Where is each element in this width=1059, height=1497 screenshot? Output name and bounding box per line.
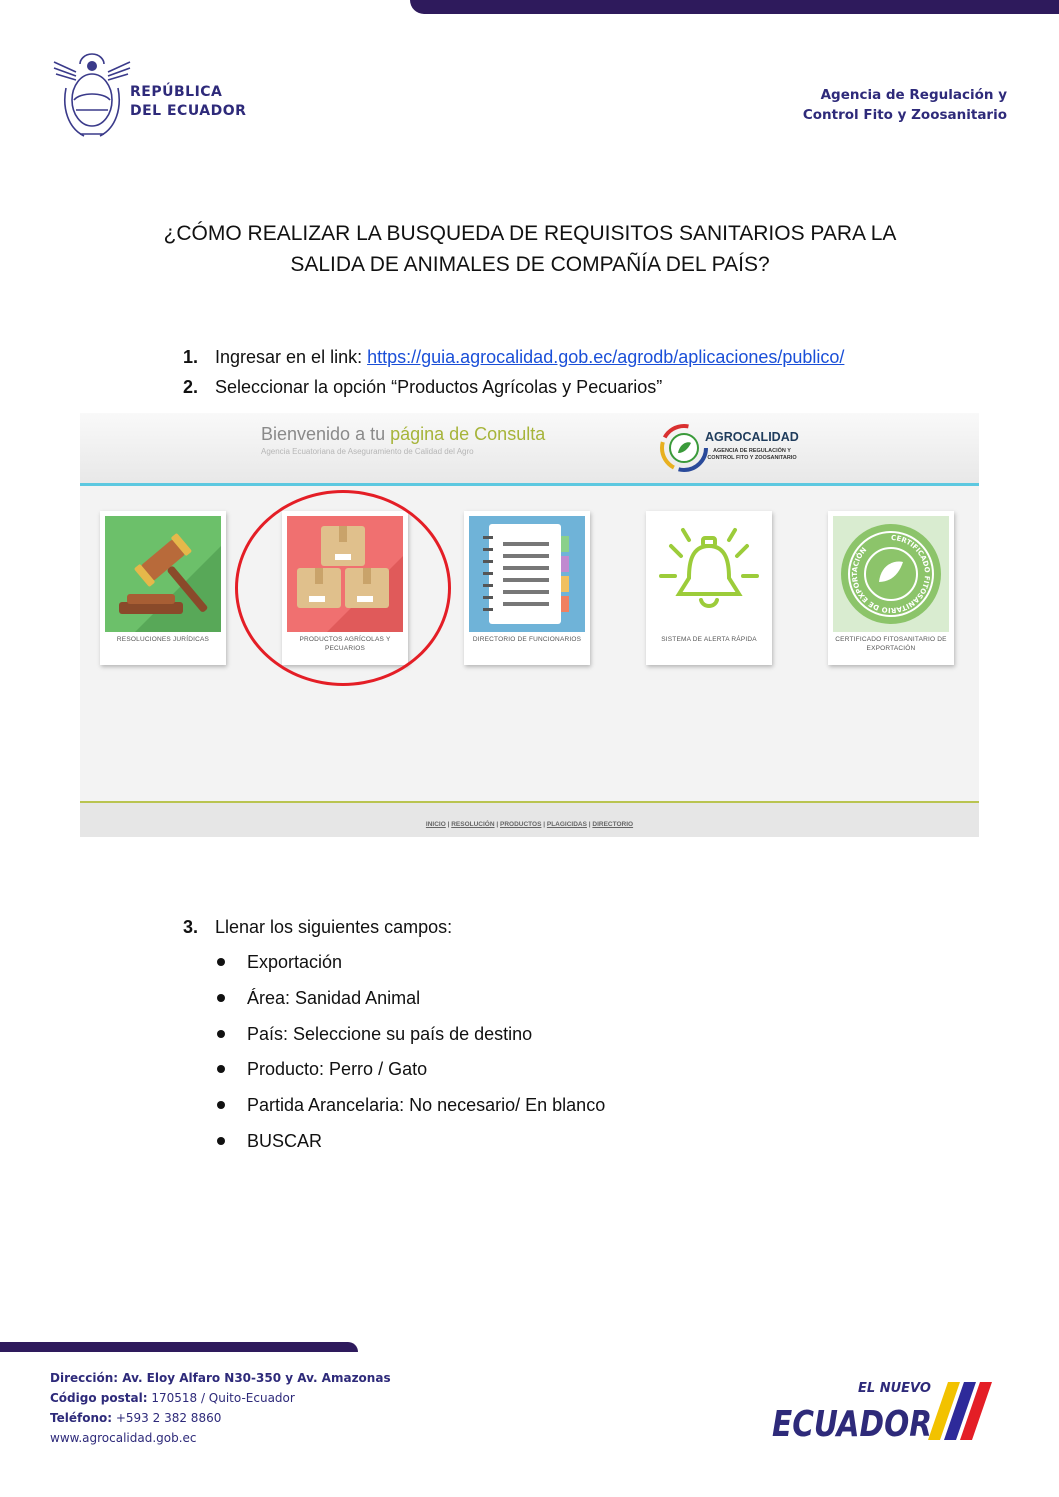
consulta-footer bbox=[80, 803, 979, 837]
consulta-screenshot bbox=[80, 413, 979, 837]
welcome-title: Bienvenido a tu página de Consulta bbox=[261, 424, 546, 444]
footer-brand-bar bbox=[0, 1342, 358, 1352]
tile-certificado[interactable] bbox=[828, 511, 954, 665]
guide-link[interactable]: https://guia.agrocalidad.gob.ec/agrodb/aplicaciones/publico/ bbox=[367, 347, 845, 367]
tile-label: PRODUCTOS AGRÍCOLAS Y PECUARIOS bbox=[299, 636, 391, 652]
tile-label: DIRECTORIO DE FUNCIONARIOS bbox=[472, 636, 582, 643]
notebook-icon bbox=[469, 516, 585, 632]
tile-directorio[interactable] bbox=[464, 511, 590, 665]
header-divider bbox=[80, 483, 979, 486]
highlight-circle bbox=[235, 490, 451, 686]
step-1: 1. Ingresar en el link: https://guia.agrocalidad.gob.ec/agrodb/aplicaciones/publico/ bbox=[183, 347, 845, 367]
tile-label: CERTIFICADO FITOSANITARIO DE EXPORTACIÓN bbox=[835, 636, 947, 652]
list-item: BUSCAR bbox=[215, 1129, 605, 1153]
tile-label: RESOLUCIONES JURÍDICAS bbox=[116, 636, 210, 643]
nav-inicio[interactable]: INICIO bbox=[425, 821, 446, 828]
footer-contact: Dirección: Av. Eloy Alfaro N30-350 y Av. Amazonas Código postal: 170518 / Quito-Ecuador Teléfono: +593 2 382 8860 www.agrocalidad.gob.ec bbox=[50, 1368, 391, 1448]
welcome-subtitle: Agencia Ecuatoriana de Aseguramiento de Calidad del Agro bbox=[261, 447, 474, 456]
republica-logo bbox=[50, 48, 250, 143]
list-item: Producto: Perro / Gato bbox=[215, 1057, 605, 1081]
nav-productos[interactable]: PRODUCTOS bbox=[500, 821, 542, 828]
coat-of-arms-icon bbox=[50, 48, 134, 140]
list-item: Partida Arancelaria: No necesario/ En blanco bbox=[215, 1093, 605, 1117]
tile-label: SISTEMA DE ALERTA RÁPIDA bbox=[661, 636, 757, 643]
tile-resoluciones[interactable] bbox=[100, 511, 226, 665]
agrocalidad-subtitle: AGENCIA DE REGULACIÓN Y CONTROL FITO Y ZOOSANITARIO bbox=[707, 448, 797, 461]
nav-plagicidas[interactable]: PLAGICIDAS bbox=[546, 821, 587, 828]
footer-website[interactable]: www.agrocalidad.gob.ec bbox=[50, 1431, 197, 1445]
seal-icon bbox=[833, 516, 949, 632]
list-item: Área: Sanidad Animal bbox=[215, 986, 605, 1010]
consulta-nav: INICIO | RESOLUCIÓN | PRODUCTOS | PLAGICIDAS | DIRECTORIO bbox=[425, 821, 634, 828]
list-item: Exportación bbox=[215, 950, 605, 974]
bell-icon bbox=[651, 516, 767, 632]
svg-text:ECUADOR: ECUADOR bbox=[772, 1404, 932, 1445]
step-3: 3. Llenar los siguientes campos: bbox=[183, 917, 453, 937]
nav-resolucion[interactable]: RESOLUCIÓN bbox=[451, 821, 495, 828]
page-title: ¿CÓMO REALIZAR LA BUSQUEDA DE REQUISITOS SANITARIOS PARA LA SALIDA DE ANIMALES DE COMPAÑÍA DEL PAÍS? bbox=[163, 222, 897, 276]
gavel-icon bbox=[105, 516, 221, 632]
agency-name: Agencia de Regulación y Control Fito y Zoosanitario bbox=[802, 87, 1007, 123]
nav-directorio[interactable]: DIRECTORIO bbox=[592, 821, 634, 828]
tile-alerta[interactable] bbox=[646, 511, 772, 665]
fields-list bbox=[215, 950, 605, 1165]
step-2: 2. Seleccionar la opción “Productos Agrícolas y Pecuarios” bbox=[183, 377, 663, 397]
republica-text: REPÚBLICA DEL ECUADOR bbox=[130, 84, 247, 119]
seal-text: CERTIFICADO FITOSANITARIO DE EXPORTACIÓN bbox=[850, 533, 932, 615]
list-item: País: Seleccione su país de destino bbox=[215, 1022, 605, 1046]
el-nuevo-ecuador-logo-icon bbox=[770, 1378, 1010, 1448]
svg-text:EL NUEVO: EL NUEVO bbox=[858, 1381, 931, 1396]
agrocalidad-name: AGROCALIDAD bbox=[705, 430, 799, 444]
top-brand-bar bbox=[410, 0, 1059, 14]
